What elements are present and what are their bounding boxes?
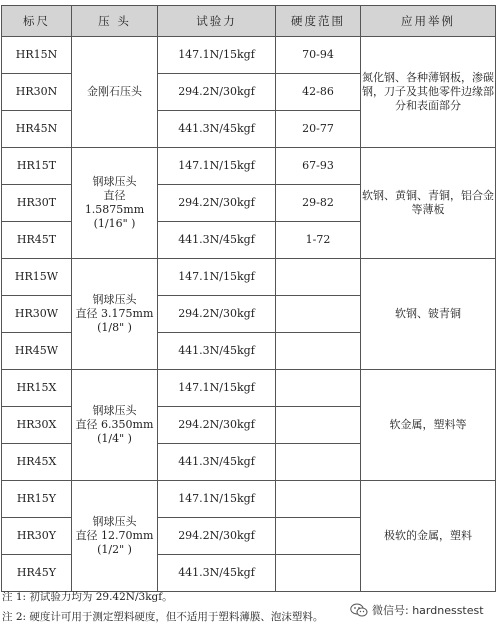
note-2: 注 2: 硬度计可用于测定塑料硬度，但不适用于塑料薄膜、泡沫塑料。 [2,611,324,623]
indenter-line: (1/4" ) [97,432,132,445]
indenter-line: 直径 12.70mm [75,529,154,542]
scale-cell: HR15T [2,148,72,185]
table-row [2,259,496,296]
range-cell: 1-72 [276,222,361,259]
application-cell: 氮化钢、各种薄钢板，渗碳钢，刀子及其他零件边缘部分和表面部分 [361,37,496,148]
scale-cell: HR30X [2,407,72,444]
scale-cell: HR15W [2,259,72,296]
load-cell: 294.2N/30kgf [158,185,276,222]
indenter-cell [72,259,158,370]
range-cell [276,259,361,296]
indenter-line: 1.5875mm [84,203,145,216]
range-cell [276,370,361,407]
scale-cell: HR45T [2,222,72,259]
range-cell [276,333,361,370]
header-row [2,6,496,37]
load-cell: 441.3N/45kgf [158,222,276,259]
scale-cell: HR45N [2,111,72,148]
range-cell: 70-94 [276,37,361,74]
indenter-line: 钢球压头 [92,515,137,528]
application-cell: 软金属，塑料等 [361,370,496,481]
load-cell: 294.2N/30kgf [158,296,276,333]
indenter-line: 直径 [103,189,126,202]
load-cell: 147.1N/15kgf [158,370,276,407]
scale-cell: HR30T [2,185,72,222]
indenter-cell [72,148,158,259]
range-cell [276,296,361,333]
range-cell [276,555,361,592]
range-cell [276,407,361,444]
load-cell: 147.1N/15kgf [158,481,276,518]
table-header [2,6,496,37]
application-cell: 软钢、黄铜、青铜，铝合金等薄板 [361,148,496,259]
scale-cell: HR30W [2,296,72,333]
scale-cell: HR15Y [2,481,72,518]
range-cell [276,481,361,518]
range-cell: 20-77 [276,111,361,148]
rockwell-superficial-table [1,5,496,592]
indenter-line: (1/2" ) [97,543,132,556]
range-cell: 42-86 [276,74,361,111]
load-cell: 441.3N/45kgf [158,555,276,592]
indenter-line: 直径 3.175mm [75,307,154,320]
header-application: 应用举例 [361,6,496,37]
scale-cell: HR45Y [2,555,72,592]
load-cell: 147.1N/15kgf [158,148,276,185]
header-scale: 标尺 [2,6,72,37]
load-cell: 441.3N/45kgf [158,333,276,370]
indenter-line: 钢球压头 [92,404,137,417]
table-row [2,148,496,185]
indenter-line: (1/16" ) [93,217,136,230]
load-cell: 441.3N/45kgf [158,444,276,481]
application-cell: 软钢、铍青铜 [361,259,496,370]
indenter-line: 金刚石压头 [87,85,142,98]
note-1: 注 1: 初试验力均为 29.42N/3kgf。 [2,591,173,603]
indenter-line: 钢球压头 [92,293,137,306]
load-cell: 294.2N/30kgf [158,518,276,555]
indenter-cell [72,37,158,148]
indenter-line: 直径 6.350mm [75,418,154,431]
load-cell: 147.1N/15kgf [158,259,276,296]
watermark [350,600,484,620]
header-indenter: 压 头 [72,6,158,37]
indenter-cell [72,481,158,592]
range-cell [276,518,361,555]
range-cell [276,444,361,481]
load-cell: 294.2N/30kgf [158,74,276,111]
indenter-line: (1/8" ) [97,321,132,334]
application-cell: 极软的金属，塑料 [361,481,496,592]
load-cell: 294.2N/30kgf [158,407,276,444]
indenter-cell [72,370,158,481]
wechat-icon [350,603,368,618]
table-body [2,37,496,592]
scale-cell: HR45X [2,444,72,481]
load-cell: 441.3N/45kgf [158,111,276,148]
range-cell: 29-82 [276,185,361,222]
table-row [2,481,496,518]
scale-cell: HR30Y [2,518,72,555]
scale-cell: HR30N [2,74,72,111]
range-cell: 67-93 [276,148,361,185]
scale-cell: HR15N [2,37,72,74]
load-cell: 147.1N/15kgf [158,37,276,74]
scale-cell: HR45W [2,333,72,370]
indenter-line: 钢球压头 [92,175,137,188]
header-load: 试验力 [158,6,276,37]
scale-cell: HR15X [2,370,72,407]
table-row [2,37,496,74]
header-range: 硬度范围 [276,6,361,37]
table-row [2,370,496,407]
watermark-text: 微信号: hardnesstest [372,604,484,617]
